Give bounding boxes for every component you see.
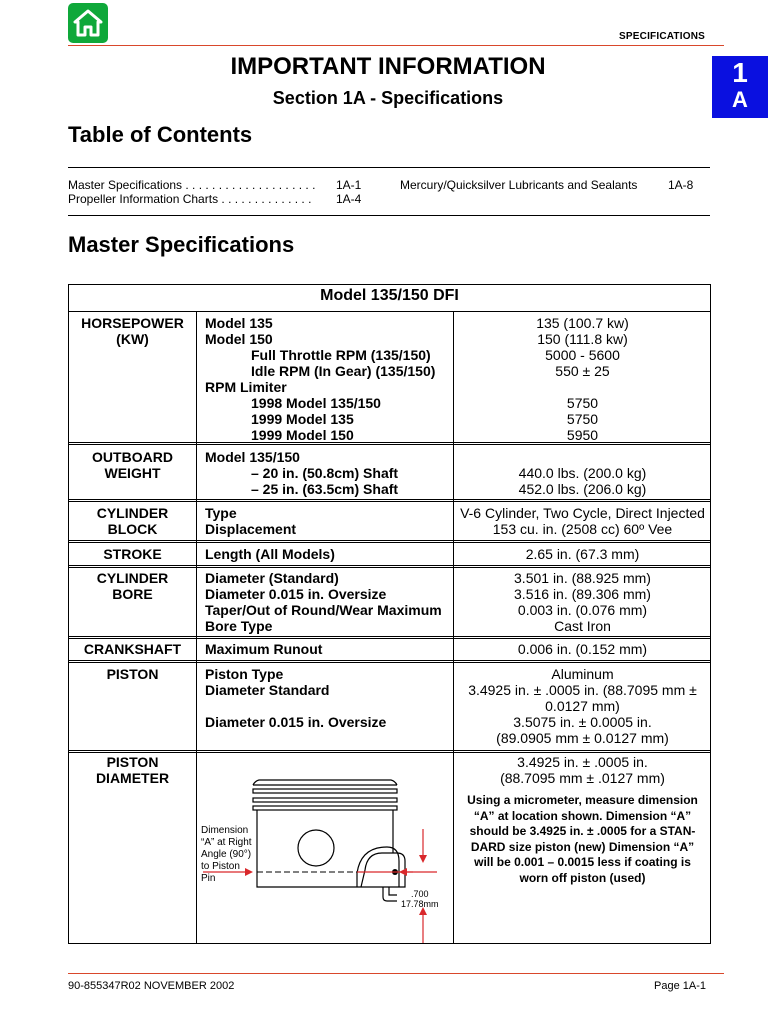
row-category-cylinder-block	[69, 505, 196, 537]
footer-rule	[68, 973, 724, 974]
category-line: DIAMETER	[95, 770, 170, 786]
spec-table	[68, 284, 711, 944]
value-line: 2.65 in. (67.3 mm)	[525, 546, 640, 562]
category-line: HORSEPOWER	[81, 315, 184, 331]
category-line: STROKE	[103, 546, 162, 562]
value-line: 550 ± 25	[555, 363, 610, 379]
toc-heading: Table of Contents	[68, 122, 253, 147]
desc-line: Idle RPM (In Gear) (135/150)	[251, 363, 436, 379]
page-number: Page 1A-1	[654, 980, 706, 992]
desc-line: Length (All Models)	[205, 546, 335, 562]
row-desc-crankshaft	[205, 641, 322, 657]
master-spec-heading: Master Specifications	[68, 232, 295, 257]
doc-number: 90-855347R02 NOVEMBER 2002	[68, 980, 235, 992]
toc-entry-label[interactable]: Master Specifications . . . . . . . . . . . . . . . . . . . .	[68, 178, 316, 192]
note-line: DARD size piston (new) Dimension “A”	[470, 839, 695, 854]
value-line: V-6 Cylinder, Two Cycle, Direct Injected	[460, 505, 705, 521]
dimension-label	[201, 825, 252, 885]
desc-line: Piston Type	[205, 666, 284, 682]
value-line: 3.4925 in. ± .0005 in.	[517, 754, 648, 770]
page-title: IMPORTANT INFORMATION	[230, 53, 546, 80]
value-line: 0.006 in. (0.152 mm)	[517, 641, 648, 657]
toc-entry-label[interactable]: Mercury/Quicksilver Lubricants and Sealants	[400, 178, 638, 192]
row-divider	[69, 660, 710, 663]
toc-top-rule	[68, 167, 710, 168]
toc-entry-page[interactable]: 1A-1	[336, 178, 362, 192]
home-icon	[72, 7, 104, 39]
row-desc-piston	[205, 666, 386, 730]
value-line: (89.0905 mm ± 0.0127 mm)	[496, 730, 669, 746]
value-line: 5950	[566, 427, 599, 443]
value-line: Cast Iron	[554, 618, 611, 634]
row-divider	[69, 540, 710, 543]
desc-line: Maximum Runout	[205, 641, 323, 657]
note-line: Using a micrometer, measure dimension	[467, 793, 698, 807]
row-values-weight	[455, 449, 710, 497]
dimension-arrows	[399, 825, 439, 945]
desc-line	[205, 698, 386, 714]
desc-line: Model 135/150	[205, 449, 300, 465]
row-values-stroke	[455, 546, 710, 562]
label-line: Dimension	[201, 825, 249, 836]
header-rule	[68, 45, 724, 46]
row-desc-horsepower	[205, 315, 435, 443]
desc-line: Type	[205, 505, 237, 521]
category-line: WEIGHT	[104, 465, 161, 481]
category-line: CYLINDER	[96, 570, 169, 586]
dimension-value	[401, 889, 439, 909]
value-line: (88.7095 mm ± .0127 mm)	[500, 770, 665, 786]
desc-line: RPM Limiter	[205, 379, 287, 395]
value-line	[455, 379, 710, 395]
value-line: 17.78mm	[401, 899, 439, 909]
note-line: worn off piston (used)	[519, 870, 646, 885]
row-category-cylinder-bore	[69, 570, 196, 602]
category-line: (KW)	[116, 331, 149, 347]
row-values-piston-diameter	[455, 754, 710, 786]
value-line: Aluminum	[551, 666, 614, 682]
desc-line: Displacement	[205, 521, 297, 537]
row-category-horsepower	[69, 315, 196, 347]
row-divider	[69, 636, 710, 639]
note-line: should be 3.4925 in. ± .0005 for a STAN-	[469, 824, 696, 838]
value-line: 3.4925 in. ± .0005 in. (88.7095 mm ±	[468, 682, 697, 698]
row-category-weight	[69, 449, 196, 481]
category-line: OUTBOARD	[92, 449, 173, 465]
row-category-crankshaft	[69, 641, 196, 657]
label-line: “A” at Right	[201, 837, 252, 848]
running-header: SPECIFICATIONS	[619, 31, 705, 42]
row-values-cylinder-block	[455, 505, 710, 537]
desc-line: Diameter 0.015 in. Oversize	[205, 714, 387, 730]
row-values-horsepower	[455, 315, 710, 443]
category-line: PISTON	[106, 666, 159, 682]
note-line: will be 0.001 – 0.0015 less if coating is	[474, 855, 691, 869]
value-line: 452.0 lbs. (206.0 kg)	[518, 481, 647, 497]
value-line: 5000 - 5600	[545, 347, 620, 363]
value-line: 5750	[566, 395, 599, 411]
value-line: .700	[411, 889, 429, 899]
desc-line: 1998 Model 135/150	[251, 395, 381, 411]
row-category-piston	[69, 666, 196, 682]
value-line: 0.003 in. (0.076 mm)	[517, 602, 648, 618]
desc-line: Model 135	[205, 315, 273, 331]
column-divider	[453, 311, 454, 943]
label-line: Angle (90°)	[201, 849, 252, 860]
label-line: Pin	[201, 873, 216, 884]
value-line: 440.0 lbs. (200.0 kg)	[518, 465, 647, 481]
measurement-note	[457, 793, 708, 886]
row-desc-cylinder-block	[205, 505, 296, 537]
desc-line: – 25 in. (63.5cm) Shaft	[251, 481, 399, 497]
category-line: CRANKSHAFT	[83, 641, 182, 657]
desc-line: – 20 in. (50.8cm) Shaft	[251, 465, 399, 481]
desc-line: 1999 Model 135	[251, 411, 354, 427]
row-values-piston	[455, 666, 710, 746]
row-divider	[69, 750, 710, 753]
section-letter: A	[732, 87, 748, 112]
home-button[interactable]	[68, 3, 108, 43]
toc-entry-page[interactable]: 1A-8	[668, 178, 694, 192]
desc-line: Diameter (Standard)	[205, 570, 339, 586]
category-line: CYLINDER	[96, 505, 169, 521]
value-line: 135 (100.7 kw)	[536, 315, 629, 331]
row-values-cylinder-bore	[455, 570, 710, 634]
section-number: 1	[732, 57, 748, 88]
value-line: 3.516 in. (89.306 mm)	[514, 586, 651, 602]
row-desc-cylinder-bore	[205, 570, 442, 634]
value-line: 0.0127 mm)	[545, 698, 620, 714]
row-values-crankshaft	[455, 641, 710, 657]
desc-line: Model 150	[205, 331, 273, 347]
value-line: 3.5075 in. ± 0.0005 in.	[513, 714, 652, 730]
label-line: to Piston	[201, 861, 240, 872]
row-divider	[69, 499, 710, 502]
category-line: BLOCK	[107, 521, 158, 537]
desc-line: Full Throttle RPM (135/150)	[251, 347, 431, 363]
row-category-piston-diameter	[69, 754, 196, 786]
category-line: PISTON	[106, 754, 159, 770]
page-subtitle: Section 1A - Specifications	[272, 88, 504, 108]
toc-entry-label[interactable]: Propeller Information Charts . . . . . . . . . . . . . .	[68, 192, 312, 206]
desc-line: 1999 Model 150	[251, 427, 354, 443]
value-line: 150 (111.8 kw)	[537, 331, 628, 347]
toc-entry-page[interactable]: 1A-4	[336, 192, 362, 206]
spec-table-title: Model 135/150 DFI	[320, 287, 459, 304]
row-desc-weight	[205, 449, 398, 497]
note-line: “A” at location shown. Dimension “A”	[473, 808, 692, 823]
desc-line: Diameter 0.015 in. Oversize	[205, 586, 387, 602]
row-category-stroke	[69, 546, 196, 562]
value-line: 153 cu. in. (2508 cc) 60º Vee	[492, 521, 673, 537]
row-desc-stroke	[205, 546, 335, 562]
value-line	[455, 449, 710, 465]
value-line: 3.501 in. (88.925 mm)	[514, 570, 651, 586]
desc-line: Taper/Out of Round/Wear Maximum	[205, 602, 442, 618]
category-line: BORE	[112, 586, 153, 602]
table-divider	[69, 311, 710, 312]
row-divider	[69, 565, 710, 568]
desc-line: Diameter Standard	[205, 682, 330, 698]
desc-line: Bore Type	[205, 618, 273, 634]
value-line: 5750	[566, 411, 599, 427]
toc-bottom-rule	[68, 215, 710, 216]
